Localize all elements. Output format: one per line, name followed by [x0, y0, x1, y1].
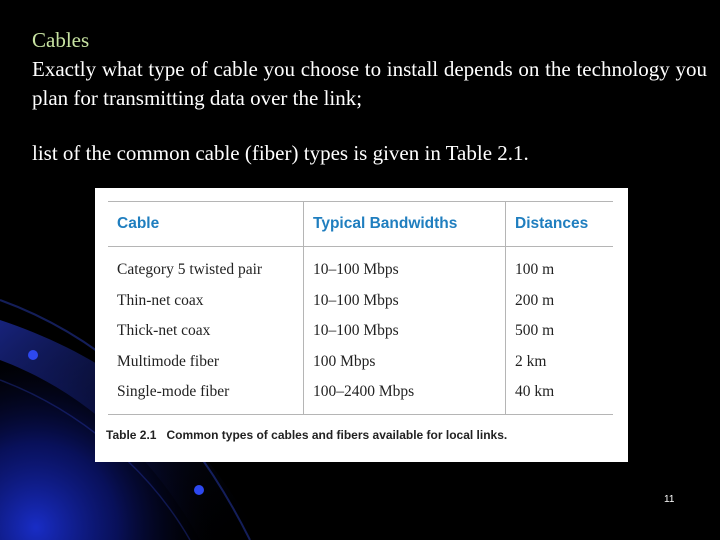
table-row [108, 347, 613, 378]
cell-bandwidth: 100 Mbps [304, 347, 506, 378]
table-caption-number: Table 2.1 [106, 428, 157, 442]
table-row [108, 316, 613, 347]
slide-text-block [32, 26, 707, 168]
table-row [108, 377, 613, 414]
decorative-dot-1 [28, 350, 38, 360]
cell-cable: Single-mode fiber [108, 377, 304, 414]
cell-distance: 500 m [506, 316, 614, 347]
decorative-dot-2 [194, 485, 204, 495]
table-row [108, 247, 613, 286]
cable-table-image [95, 188, 628, 462]
cable-types-table [108, 201, 613, 415]
cell-cable: Multimode fiber [117, 352, 220, 370]
header-cable: Cable [108, 202, 304, 247]
cell-bandwidth: 10–100 Mbps [304, 316, 506, 347]
table-reference-paragraph: list of the common cable (fiber) types is given in Table 2.1. [32, 141, 529, 165]
table-row [108, 286, 613, 317]
cell-cable: Thick-net coax [117, 322, 211, 340]
cell-bandwidth: 100–2400 Mbps [304, 377, 506, 414]
cell-distance: 100 m [506, 247, 614, 286]
slide-heading: Cables [32, 28, 90, 52]
header-distances: Distances [506, 202, 614, 247]
table-caption-text: Common types of cables and fibers available for local links. [166, 428, 508, 442]
cell-cable: Thin-net coax [117, 291, 204, 309]
cell-bandwidth: 10–100 Mbps [304, 247, 506, 286]
cell-distance: 2 km [506, 347, 614, 378]
header-typical-bandwidths: Typical Bandwidths [304, 202, 506, 247]
table-header-row [108, 202, 613, 247]
page-number: 11 [664, 494, 675, 505]
cell-distance: 40 km [506, 377, 614, 414]
cell-distance: 200 m [506, 286, 614, 317]
intro-paragraph: Exactly what type of cable you choose to install depends on the technology you plan for transmitting data over the link; [32, 57, 707, 110]
cell-cable: Category 5 twisted pair [117, 261, 263, 279]
cell-bandwidth: 10–100 Mbps [304, 286, 506, 317]
table-caption [106, 428, 507, 442]
